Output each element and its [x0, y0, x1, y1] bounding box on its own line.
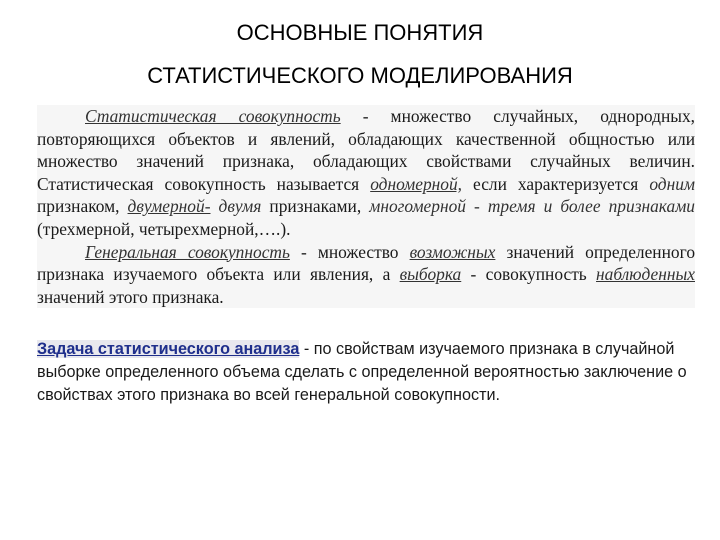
para1-text-3: признаком,: [37, 196, 128, 217]
para1-text-1: - множество случайных, однородных, повторяющихся объектов и явлений, обладающих качественной общностью или множество значений признака, обладающих свойствами случайных величин. Статистическая совокупность называется: [37, 106, 696, 194]
analysis-task-text: - по свойствам изучаемого признака в случайной выборке определенного объема сделать с определенной вероятностью заключение о свойствах этого признака во всей генеральной совокупности.: [37, 340, 687, 404]
slide-title-line2: СТАТИСТИЧЕСКОГО МОДЕЛИРОВАНИЯ: [147, 63, 573, 88]
term-sample: выборка: [399, 264, 462, 285]
para2-text-1: - множество: [289, 241, 410, 262]
para1-text-5: признаками,: [261, 196, 370, 217]
slide-title-line1: ОСНОВНЫЕ ПОНЯТИЯ: [236, 20, 484, 45]
term-multidimensional: многомерной - тремя и более признаками: [369, 196, 695, 217]
definitions-block: [37, 105, 695, 308]
term-possible: возможных: [409, 241, 496, 262]
term-two: двумя: [218, 196, 262, 217]
term-one: одним: [649, 173, 695, 194]
term-two-dimensional: двумерной-: [127, 196, 211, 217]
para2-text-3: - совокупность: [461, 264, 597, 285]
analysis-task-heading: Задача статистического анализа: [37, 340, 300, 358]
term-general-population: Генеральная совокупность: [85, 241, 290, 262]
para1-text-6: (трехмерной, четырехмерной,….).: [37, 218, 291, 239]
general-population-paragraph: [37, 241, 695, 309]
para2-text-4: значений этого признака.: [37, 286, 224, 307]
statistical-population-paragraph: [37, 105, 695, 241]
term-statistical-population: Статистическая совокупность: [85, 106, 341, 126]
para1-text-2: если характеризуется: [462, 173, 650, 194]
analysis-task-block: [37, 338, 692, 407]
term-observed: наблюденных: [596, 264, 695, 285]
para1-text-4: [211, 196, 219, 216]
term-one-dimensional: одномерной,: [370, 173, 463, 194]
analysis-task-paragraph: [37, 338, 692, 407]
para2-text-2: значений определенного признака изучаемого объекта или явления, а: [37, 241, 696, 285]
